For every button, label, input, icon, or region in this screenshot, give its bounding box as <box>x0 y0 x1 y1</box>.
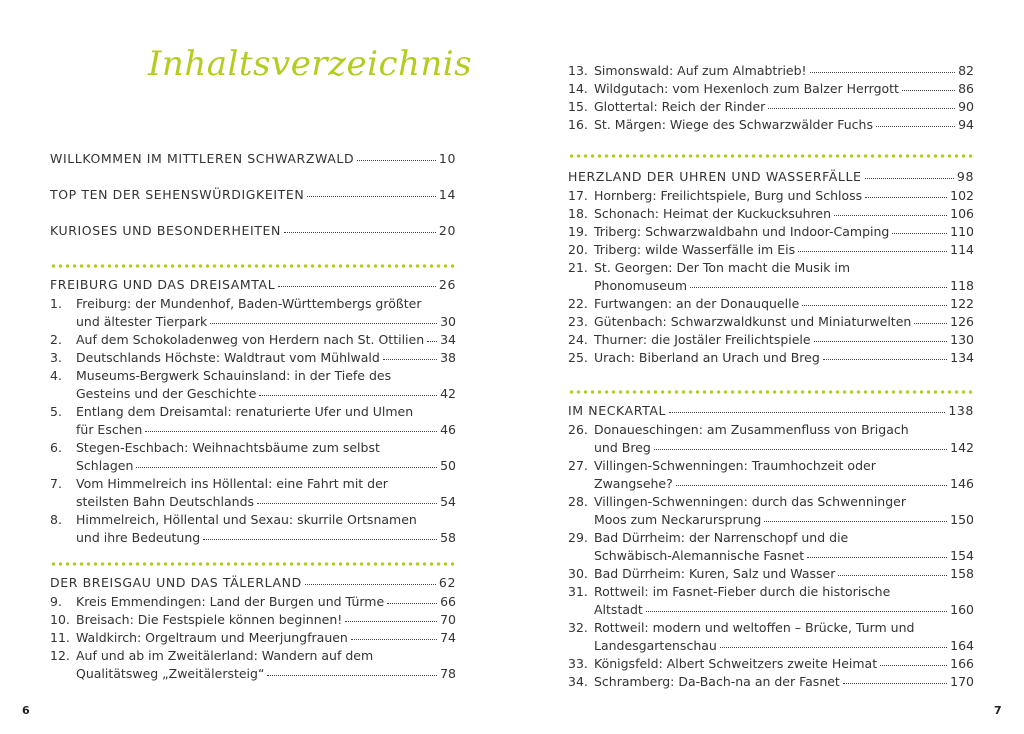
toc-entry-page: 150 <box>950 512 974 527</box>
toc-entry <box>568 565 974 583</box>
toc-entry <box>568 475 974 493</box>
toc-entry-page: 86 <box>958 81 974 96</box>
toc-entry-title: Urach: Biberland an Urach und Breg <box>594 350 820 365</box>
toc-entry <box>50 295 456 313</box>
toc-entry-number: 24. <box>568 332 588 347</box>
toc-entry-title: Wildgutach: vom Hexenloch zum Balzer Herrgott <box>594 81 899 96</box>
toc-entry-page: 14 <box>438 187 456 202</box>
toc-entry-number: 8. <box>50 512 62 527</box>
toc-entry-page: 154 <box>950 548 974 563</box>
toc-section-heading <box>50 276 456 294</box>
toc-section-heading <box>50 150 456 168</box>
toc-entry-title: HERZLAND DER UHREN UND WASSERFÄLLE <box>568 169 862 184</box>
toc-entry <box>568 583 974 601</box>
toc-entry-title: Kreis Emmendingen: Land der Burgen und Türme <box>76 594 385 609</box>
dot-leader <box>768 107 955 109</box>
toc-entry-page: 70 <box>440 612 456 627</box>
toc-entry-title: Bad Dürrheim: der Narrenschopf und die <box>594 530 849 545</box>
toc-entry <box>568 331 974 349</box>
toc-entry-title: und ältester Tierpark <box>76 314 208 329</box>
toc-section-heading <box>568 168 974 186</box>
toc-entry-page: 34 <box>440 332 456 347</box>
toc-entry-title: KURIOSES UND BESONDERHEITEN <box>50 223 281 238</box>
toc-entry-title: Vom Himmelreich ins Höllental: eine Fahrt mit der <box>76 476 388 491</box>
dot-leader <box>876 125 955 127</box>
toc-entry-number: 19. <box>568 224 588 239</box>
dot-leader <box>646 610 947 612</box>
toc-entry <box>568 241 974 259</box>
toc-section-heading <box>50 186 456 204</box>
toc-entry-title: DER BREISGAU UND DAS TÄLERLAND <box>50 575 302 590</box>
toc-entry-number: 7. <box>50 476 62 491</box>
toc-entry-number: 3. <box>50 350 62 365</box>
dot-leader <box>914 322 947 324</box>
toc-entry <box>50 593 456 611</box>
toc-entry <box>50 421 456 439</box>
toc-entry-title: Waldkirch: Orgeltraum und Meerjungfrauen <box>76 630 348 645</box>
toc-entry-title: Simonswald: Auf zum Almabtrieb! <box>594 63 807 78</box>
toc-entry <box>50 529 456 547</box>
toc-entry-number: 25. <box>568 350 588 365</box>
dot-leader <box>823 358 947 360</box>
toc-entry <box>50 611 456 629</box>
toc-entry-page: 82 <box>958 63 974 78</box>
dot-leader <box>669 411 945 413</box>
dot-leader <box>267 674 437 676</box>
toc-entry <box>568 619 974 637</box>
toc-entry-title: Auf dem Schokoladenweg von Herdern nach St. Ottilien <box>76 332 425 347</box>
toc-entry-number: 31. <box>568 584 588 599</box>
dot-leader <box>210 322 437 324</box>
toc-entry-page: 42 <box>440 386 456 401</box>
toc-entry-number: 17. <box>568 188 588 203</box>
toc-entry <box>50 403 456 421</box>
toc-entry-title: Landesgartenschau <box>594 638 717 653</box>
toc-entry-title: Thurner: die Jostäler Freilichtspiele <box>594 332 811 347</box>
toc-entry-page: 62 <box>438 575 456 590</box>
toc-entry <box>568 223 974 241</box>
toc-entry-number: 30. <box>568 566 588 581</box>
dot-leader <box>690 286 947 288</box>
dot-leader <box>764 520 947 522</box>
toc-entry-number: 32. <box>568 620 588 635</box>
dot-leader <box>810 71 956 73</box>
toc-entry <box>50 665 456 683</box>
dot-leader <box>798 250 947 252</box>
toc-entry-page: 122 <box>950 296 974 311</box>
toc-entry <box>568 421 974 439</box>
toc-entry <box>568 493 974 511</box>
toc-entry-number: 34. <box>568 674 588 689</box>
section-divider <box>50 264 456 268</box>
toc-entry <box>568 259 974 277</box>
toc-entry-page: 90 <box>958 99 974 114</box>
toc-section-heading <box>568 402 974 420</box>
dot-leader <box>307 195 436 197</box>
toc-entry <box>568 80 974 98</box>
toc-entry-title: Schlagen <box>76 458 134 473</box>
toc-entry <box>568 98 974 116</box>
toc-section-heading <box>50 222 456 240</box>
toc-entry-page: 26 <box>438 277 456 292</box>
toc-entry-page: 142 <box>950 440 974 455</box>
toc-entry-page: 146 <box>950 476 974 491</box>
dot-leader <box>807 556 947 558</box>
toc-entry <box>568 529 974 547</box>
toc-entry-title: Rottweil: modern und weltoffen – Brücke, Turm und <box>594 620 915 635</box>
right-page-column <box>568 62 974 692</box>
toc-entry-title: FREIBURG UND DAS DREISAMTAL <box>50 277 276 292</box>
toc-entry-number: 33. <box>568 656 588 671</box>
dot-leader <box>145 430 437 432</box>
toc-entry-number: 6. <box>50 440 62 455</box>
toc-entry-number: 18. <box>568 206 588 221</box>
section-divider <box>50 562 456 566</box>
toc-entry-title: Rottweil: im Fasnet-Fieber durch die historische <box>594 584 891 599</box>
toc-entry-title: Qualitätsweg „Zweitälersteig“ <box>76 666 265 681</box>
dot-leader <box>802 304 947 306</box>
toc-entry <box>568 277 974 295</box>
toc-entry-title: Auf und ab im Zweitälerland: Wandern auf dem <box>76 648 374 663</box>
toc-entry-number: 16. <box>568 117 588 132</box>
toc-entry-page: 98 <box>956 169 974 184</box>
toc-entry-page: 78 <box>440 666 456 681</box>
toc-entry-page: 126 <box>950 314 974 329</box>
toc-entry-title: Gesteins und der Geschichte <box>76 386 257 401</box>
toc-entry-page: 158 <box>950 566 974 581</box>
toc-entry-title: Donaueschingen: am Zusammenfluss von Brigach <box>594 422 909 437</box>
page-number-left: 6 <box>22 704 30 717</box>
toc-entry-number: 14. <box>568 81 588 96</box>
toc-entry-page: 102 <box>950 188 974 203</box>
toc-entry-page: 10 <box>438 151 456 166</box>
dot-leader <box>865 196 947 198</box>
toc-entry-number: 4. <box>50 368 62 383</box>
toc-entry <box>568 205 974 223</box>
toc-entry-number: 26. <box>568 422 588 437</box>
toc-entry-number: 13. <box>568 63 588 78</box>
toc-entry-number: 9. <box>50 594 62 609</box>
toc-entry-number: 11. <box>50 630 70 645</box>
toc-entry-page: 106 <box>950 206 974 221</box>
toc-entry <box>50 629 456 647</box>
dot-leader <box>838 574 947 576</box>
toc-entry <box>50 475 456 493</box>
toc-entry-page: 94 <box>958 117 974 132</box>
toc-entry-number: 5. <box>50 404 62 419</box>
toc-entry-number: 15. <box>568 99 588 114</box>
toc-entry-number: 29. <box>568 530 588 545</box>
toc-entry-number: 2. <box>50 332 62 347</box>
toc-entry-title: Altstadt <box>594 602 643 617</box>
dot-leader <box>880 664 947 666</box>
toc-entry-title: Breisach: Die Festspiele können beginnen! <box>76 612 343 627</box>
toc-entry-number: 12. <box>50 648 70 663</box>
toc-entry-number: 28. <box>568 494 588 509</box>
toc-entry-number: 27. <box>568 458 588 473</box>
toc-entry-title: Himmelreich, Höllental und Sexau: skurrile Ortsnamen <box>76 512 417 527</box>
dot-leader <box>351 638 437 640</box>
toc-entry-page: 46 <box>440 422 456 437</box>
section-divider <box>568 154 974 158</box>
toc-entry-number: 1. <box>50 296 62 311</box>
toc-entry-page: 166 <box>950 656 974 671</box>
toc-entry-title: Hornberg: Freilichtspiele, Burg und Schloss <box>594 188 863 203</box>
toc-entry-page: 38 <box>440 350 456 365</box>
toc-entry-title: Villingen-Schwenningen: durch das Schwenninger <box>594 494 906 509</box>
toc-entry <box>568 116 974 134</box>
toc-entry-title: TOP TEN DER SEHENSWÜRDIGKEITEN <box>50 187 305 202</box>
toc-entry <box>50 331 456 349</box>
toc-entry <box>568 655 974 673</box>
toc-entry-page: 110 <box>950 224 974 239</box>
toc-entry-title: Gütenbach: Schwarzwaldkunst und Miniaturwelten <box>594 314 912 329</box>
toc-entry-number: 23. <box>568 314 588 329</box>
toc-entry <box>568 313 974 331</box>
dot-leader <box>278 285 436 287</box>
toc-entry-page: 118 <box>950 278 974 293</box>
toc-entry <box>568 457 974 475</box>
dot-leader <box>892 232 947 234</box>
toc-entry-page: 66 <box>440 594 456 609</box>
toc-entry <box>568 439 974 457</box>
toc-entry-number: 22. <box>568 296 588 311</box>
toc-entry <box>568 637 974 655</box>
toc-entry-title: Furtwangen: an der Donauquelle <box>594 296 800 311</box>
toc-entry <box>50 439 456 457</box>
toc-entry <box>568 295 974 313</box>
dot-leader <box>257 502 437 504</box>
dot-leader <box>865 177 954 179</box>
toc-entry-page: 20 <box>438 223 456 238</box>
toc-entry-page: 170 <box>950 674 974 689</box>
toc-entry <box>568 547 974 565</box>
toc-entry-title: Villingen-Schwenningen: Traumhochzeit oder <box>594 458 876 473</box>
toc-entry-page: 130 <box>950 332 974 347</box>
toc-entry-title: Entlang dem Dreisamtal: renaturierte Ufer und Ulmen <box>76 404 414 419</box>
page-number-right: 7 <box>994 704 1002 717</box>
toc-entry <box>50 511 456 529</box>
toc-entry-title: Moos zum Neckarursprung <box>594 512 762 527</box>
toc-entry-number: 21. <box>568 260 588 275</box>
toc-entry-title: Königsfeld: Albert Schweitzers zweite Heimat <box>594 656 878 671</box>
dot-leader <box>387 602 437 604</box>
dot-leader <box>843 682 947 684</box>
toc-entry-title: Deutschlands Höchste: Waldtraut vom Mühlwald <box>76 350 380 365</box>
dot-leader <box>814 340 948 342</box>
toc-entry-title: Triberg: Schwarzwaldbahn und Indoor-Camping <box>594 224 890 239</box>
toc-entry-title: Schonach: Heimat der Kuckucksuhren <box>594 206 832 221</box>
toc-entry-title: und ihre Bedeutung <box>76 530 201 545</box>
toc-entry <box>50 457 456 475</box>
section-divider <box>568 390 974 394</box>
toc-entry-title: Schwäbisch-Alemannische Fasnet <box>594 548 805 563</box>
toc-entry-page: 160 <box>950 602 974 617</box>
dot-leader <box>902 89 955 91</box>
toc-entry-title: Stegen-Eschbach: Weihnachtsbäume zum selbst <box>76 440 380 455</box>
dot-leader <box>427 340 437 342</box>
dot-leader <box>676 484 947 486</box>
toc-entry-page: 50 <box>440 458 456 473</box>
toc-entry-page: 164 <box>950 638 974 653</box>
toc-entry-title: und Breg <box>594 440 651 455</box>
toc-entry-page: 54 <box>440 494 456 509</box>
dot-leader <box>136 466 437 468</box>
toc-entry-number: 10. <box>50 612 70 627</box>
dot-leader <box>383 358 437 360</box>
toc-entry-title: Bad Dürrheim: Kuren, Salz und Wasser <box>594 566 836 581</box>
toc-entry <box>568 511 974 529</box>
toc-entry-title: Zwangsehe? <box>594 476 673 491</box>
toc-entry-page: 114 <box>950 242 974 257</box>
toc-entry <box>568 62 974 80</box>
toc-entry-page: 30 <box>440 314 456 329</box>
toc-entry <box>50 493 456 511</box>
dot-leader <box>357 159 436 161</box>
toc-entry-number: 20. <box>568 242 588 257</box>
dot-leader <box>654 448 947 450</box>
toc-entry-title: Museums-Bergwerk Schauinsland: in der Tiefe des <box>76 368 392 383</box>
dot-leader <box>720 646 947 648</box>
toc-entry <box>50 647 456 665</box>
toc-entry <box>50 385 456 403</box>
dot-leader <box>345 620 437 622</box>
toc-entry-title: für Eschen <box>76 422 143 437</box>
dot-leader <box>305 583 436 585</box>
toc-entry-title: St. Märgen: Wiege des Schwarzwälder Fuchs <box>594 117 873 132</box>
dot-leader <box>259 394 437 396</box>
dot-leader <box>284 231 436 233</box>
toc-entry <box>50 367 456 385</box>
toc-entry-title: IM NECKARTAL <box>568 403 667 418</box>
toc-entry-title: St. Georgen: Der Ton macht die Musik im <box>594 260 851 275</box>
toc-entry-title: Glottertal: Reich der Rinder <box>594 99 766 114</box>
left-page-column <box>50 150 456 690</box>
toc-entry <box>568 187 974 205</box>
toc-entry <box>568 349 974 367</box>
toc-entry-title: Freiburg: der Mundenhof, Baden-Württembergs größter <box>76 296 422 311</box>
toc-entry-page: 138 <box>948 403 974 418</box>
toc-entry <box>568 601 974 619</box>
toc-entry <box>568 673 974 691</box>
toc-entry-page: 74 <box>440 630 456 645</box>
toc-entry-title: WILLKOMMEN IM MITTLEREN SCHWARZWALD <box>50 151 355 166</box>
toc-entry-title: Triberg: wilde Wasserfälle im Eis <box>594 242 796 257</box>
dot-leader <box>203 538 437 540</box>
toc-entry-page: 58 <box>440 530 456 545</box>
toc-section-heading <box>50 574 456 592</box>
dot-leader <box>834 214 947 216</box>
toc-entry-page: 134 <box>950 350 974 365</box>
toc-entry-title: Phonomuseum <box>594 278 688 293</box>
toc-entry <box>50 349 456 367</box>
toc-entry <box>50 313 456 331</box>
toc-entry-title: steilsten Bahn Deutschlands <box>76 494 255 509</box>
toc-entry-title: Schramberg: Da-Bach-na an der Fasnet <box>594 674 840 689</box>
toc-title: Inhaltsverzeichnis <box>148 44 473 84</box>
